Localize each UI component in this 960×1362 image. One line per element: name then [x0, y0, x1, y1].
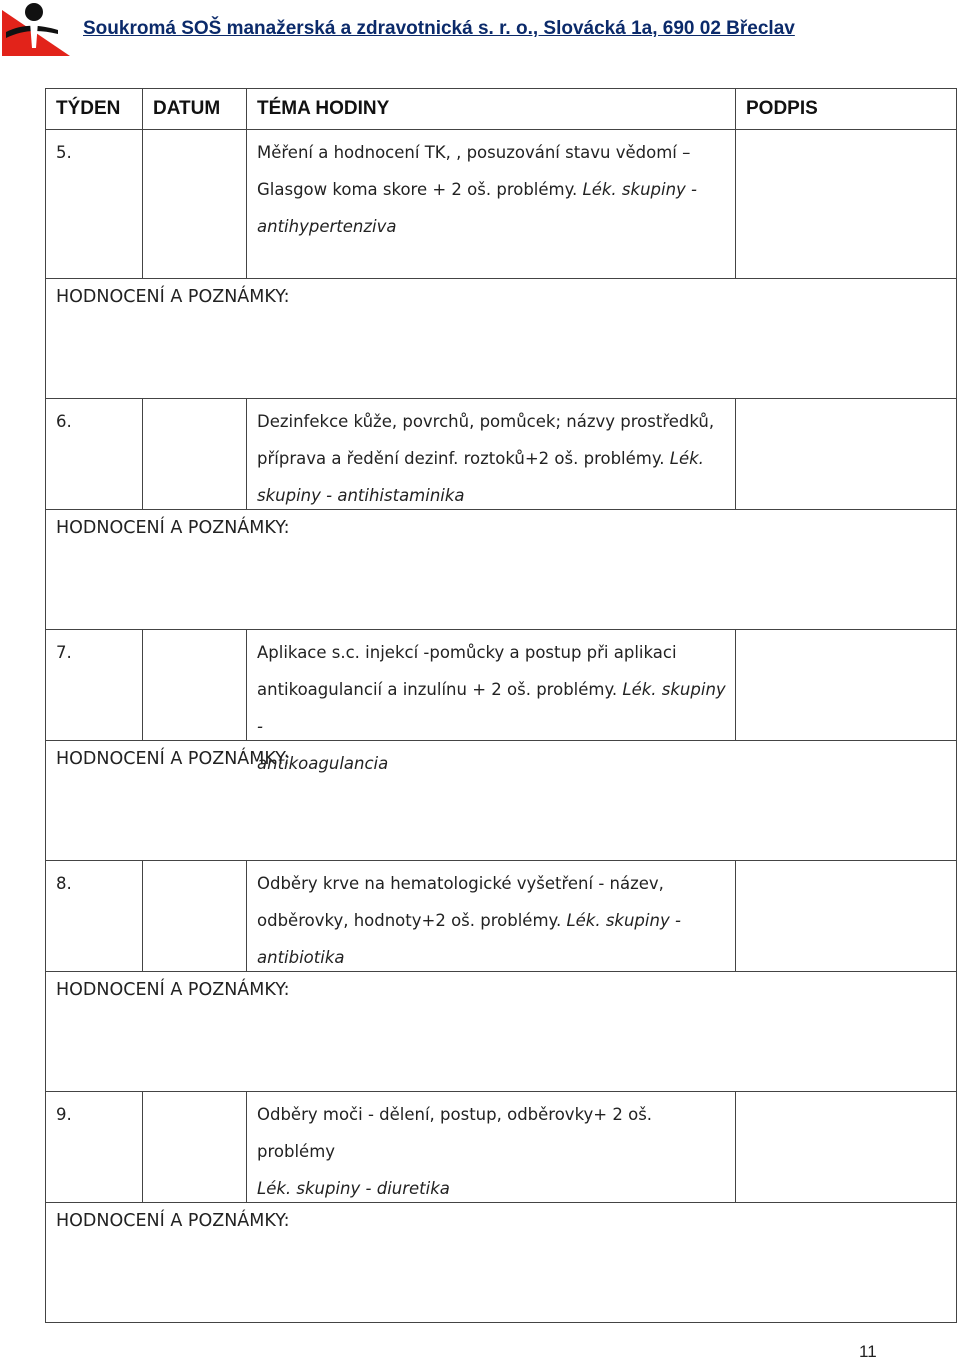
topic-text: odběrovky, hodnoty+2 oš. problémy. — [257, 911, 567, 930]
notes-label: HODNOCENÍ A POZNÁMKY: — [56, 287, 290, 307]
topic-text: problémy — [257, 1142, 336, 1161]
table-row — [45, 399, 957, 510]
column-header-topic: TÉMA HODINY — [247, 89, 736, 129]
notes-cell[interactable] — [45, 279, 957, 399]
topic-line: Měření a hodnocení TK, , posuzování stavu vědomí – — [257, 143, 691, 162]
drug-group-text: antibiotika — [257, 948, 345, 967]
drug-group-text: Lék. skupiny - — [582, 180, 698, 199]
table-row — [45, 1092, 957, 1203]
topic-line — [257, 1133, 727, 1170]
notes-cell[interactable] — [45, 510, 957, 630]
week-cell: 6. — [46, 399, 143, 509]
drug-group-text: Lék. — [669, 449, 704, 468]
drug-group-text: Lék. skupiny - diuretika — [257, 1179, 450, 1198]
date-cell[interactable] — [143, 861, 247, 971]
signature-cell[interactable] — [736, 399, 956, 509]
notes-cell[interactable] — [45, 1203, 957, 1323]
page-number: 11 — [859, 1342, 877, 1361]
drug-group-text: Lék. skupiny - — [257, 680, 726, 736]
topic-line — [257, 208, 727, 245]
week-cell: 8. — [46, 861, 143, 971]
topic-cell — [247, 630, 736, 773]
topic-cell — [247, 399, 736, 509]
drug-group-text: skupiny - antihistaminika — [257, 486, 465, 505]
column-header-date: DATUM — [143, 89, 247, 129]
topic-line: Odběry krve na hematologické vyšetření - název, — [257, 874, 664, 893]
topic-line — [257, 902, 727, 939]
document-header — [0, 0, 960, 60]
date-cell[interactable] — [143, 630, 247, 740]
topic-text: antikoagulancií a inzulínu + 2 oš. problémy. — [257, 680, 623, 699]
topic-cell — [247, 1092, 736, 1202]
topic-line — [257, 477, 727, 514]
date-cell[interactable] — [143, 399, 247, 509]
notes-cell[interactable] — [45, 972, 957, 1092]
school-logo-icon — [2, 2, 74, 56]
table-row — [45, 130, 957, 279]
week-cell: 9. — [46, 1092, 143, 1202]
notes-label: HODNOCENÍ A POZNÁMKY: — [56, 980, 290, 1000]
lesson-table — [45, 88, 957, 1323]
drug-group-text: Lék. skupiny - — [566, 911, 681, 930]
topic-text: příprava a ředění dezinf. roztoků+2 oš. problémy. — [257, 449, 670, 468]
notes-label: HODNOCENÍ A POZNÁMKY: — [56, 749, 290, 769]
topic-line — [257, 939, 727, 976]
signature-cell[interactable] — [736, 1092, 956, 1202]
topic-line — [257, 671, 727, 745]
date-cell[interactable] — [143, 130, 247, 278]
topic-line: Dezinfekce kůže, povrchů, pomůcek; názvy prostředků, — [257, 412, 715, 431]
school-name: Soukromá SOŠ manažerská a zdravotnická s. r. o., Slovácká 1a, 690 02 Břeclav — [83, 18, 795, 39]
column-header-signature: PODPIS — [746, 98, 818, 119]
topic-cell — [247, 130, 736, 278]
topic-text: Glasgow koma skore + 2 oš. problémy. — [257, 180, 583, 199]
table-header-row — [45, 88, 957, 130]
notes-label: HODNOCENÍ A POZNÁMKY: — [56, 1211, 290, 1231]
topic-line — [257, 745, 727, 782]
table-row — [45, 861, 957, 972]
signature-cell[interactable] — [736, 861, 956, 971]
topic-line: Aplikace s.c. injekcí -pomůcky a postup při aplikaci — [257, 643, 677, 662]
notes-label: HODNOCENÍ A POZNÁMKY: — [56, 518, 290, 538]
week-cell: 7. — [46, 630, 143, 740]
topic-line — [257, 1170, 727, 1207]
date-cell[interactable] — [143, 1092, 247, 1202]
week-cell: 5. — [46, 130, 143, 278]
drug-group-text: antikoagulancia — [257, 754, 389, 773]
topic-line — [257, 440, 727, 477]
topic-cell — [247, 861, 736, 971]
signature-cell[interactable] — [736, 130, 956, 278]
topic-line — [257, 171, 727, 208]
topic-line: Odběry moči - dělení, postup, odběrovky+ 2 oš. — [257, 1105, 653, 1124]
drug-group-text: antihypertenziva — [257, 217, 397, 236]
column-header-week: TÝDEN — [46, 89, 143, 129]
signature-cell[interactable] — [736, 630, 956, 740]
